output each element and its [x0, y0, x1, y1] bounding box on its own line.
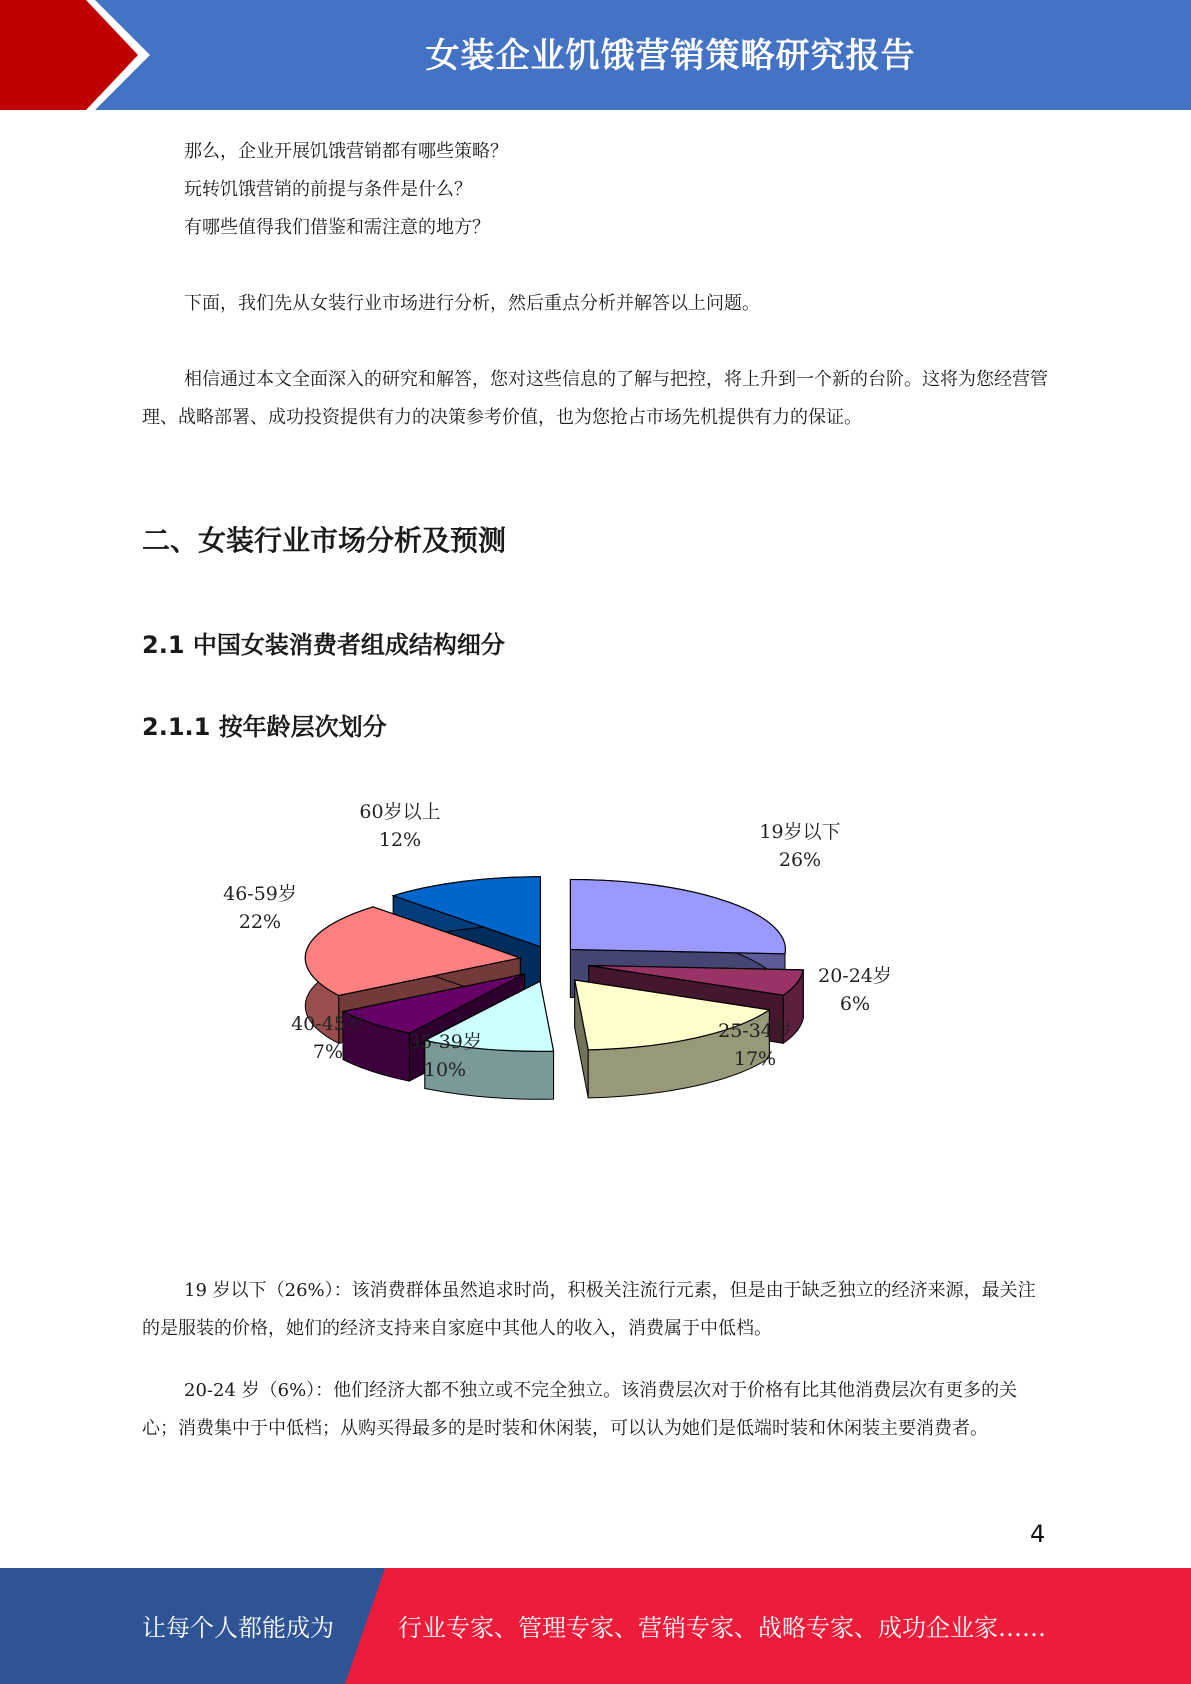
pie-label-value: 17%	[733, 1048, 777, 1070]
pie-label-category: 20-24岁	[818, 965, 892, 987]
age-pie-chart	[200, 801, 920, 1160]
page-number: 4	[1030, 1520, 1046, 1548]
pie-label-value: 7%	[312, 1041, 344, 1063]
pie-label-value: 22%	[238, 911, 282, 933]
section-heading-2: 二、女装行业市场分析及预测	[142, 524, 507, 557]
page-footer	[0, 1568, 1191, 1684]
question-1: 那么，企业开展饥饿营销都有哪些策略？	[184, 141, 508, 162]
section-heading-2-1-1: 2.1.1 按年龄层次划分	[142, 713, 387, 741]
question-3: 有哪些值得我们借鉴和需注意的地方？	[184, 217, 490, 238]
section-heading-2-1: 2.1 中国女装消费者组成结构细分	[142, 631, 505, 659]
pie-label-category: 19岁以下	[759, 821, 841, 843]
footer-slogan-left: 让每个人都能成为	[142, 1614, 334, 1642]
report-title: 女装企业饥饿营销策略研究报告	[425, 36, 916, 76]
pie-label-value: 6%	[839, 993, 871, 1015]
pie-label-value: 10%	[423, 1059, 467, 1081]
pie-label-value: 12%	[378, 829, 422, 851]
paragraph-age-20-24: 20-24 岁（6%）：他们经济大都不独立或不完全独立。该消费层次对于价格有比其他消费层次有更多的关心；消费集中于中低档；从购买得最多的是时装和休闲装，可以认为她们是低端时装和休闲装主要消费者。	[142, 1380, 1018, 1439]
question-2: 玩转饥饿营销的前提与条件是什么？	[184, 179, 472, 200]
pie-label-value: 26%	[778, 849, 822, 871]
paragraph-intro-next: 下面，我们先从女装行业市场进行分析，然后重点分析并解答以上问题。	[184, 293, 760, 314]
pie-label-category: 60岁以上	[359, 801, 441, 823]
paragraph-intro-value: 相信通过本文全面深入的研究和解答，您对这些信息的了解与把控，将上升到一个新的台阶。这将为您经营管理、战略部署、成功投资提供有力的决策参考价值，也为您抢占市场先机提供有力的保证。	[142, 369, 1048, 428]
pie-label-category: 46-59岁	[223, 883, 297, 905]
pie-slices	[305, 877, 803, 1100]
pie-label-category: 35-39岁	[408, 1031, 482, 1053]
paragraph-age-19: 19 岁以下（26%）：该消费群体虽然追求时尚，积极关注流行元素，但是由于缺乏独立的经济来源，最关注的是服装的价格，她们的经济支持来自家庭中其他人的收入，消费属于中低档。	[142, 1280, 1036, 1339]
pie-label-category: 40-45岁	[291, 1013, 365, 1035]
pie-label-category: 25-34岁	[718, 1020, 792, 1042]
page-header	[0, 0, 1191, 110]
footer-slogan-right: 行业专家、管理专家、营销专家、战略专家、成功企业家……	[398, 1614, 1046, 1642]
